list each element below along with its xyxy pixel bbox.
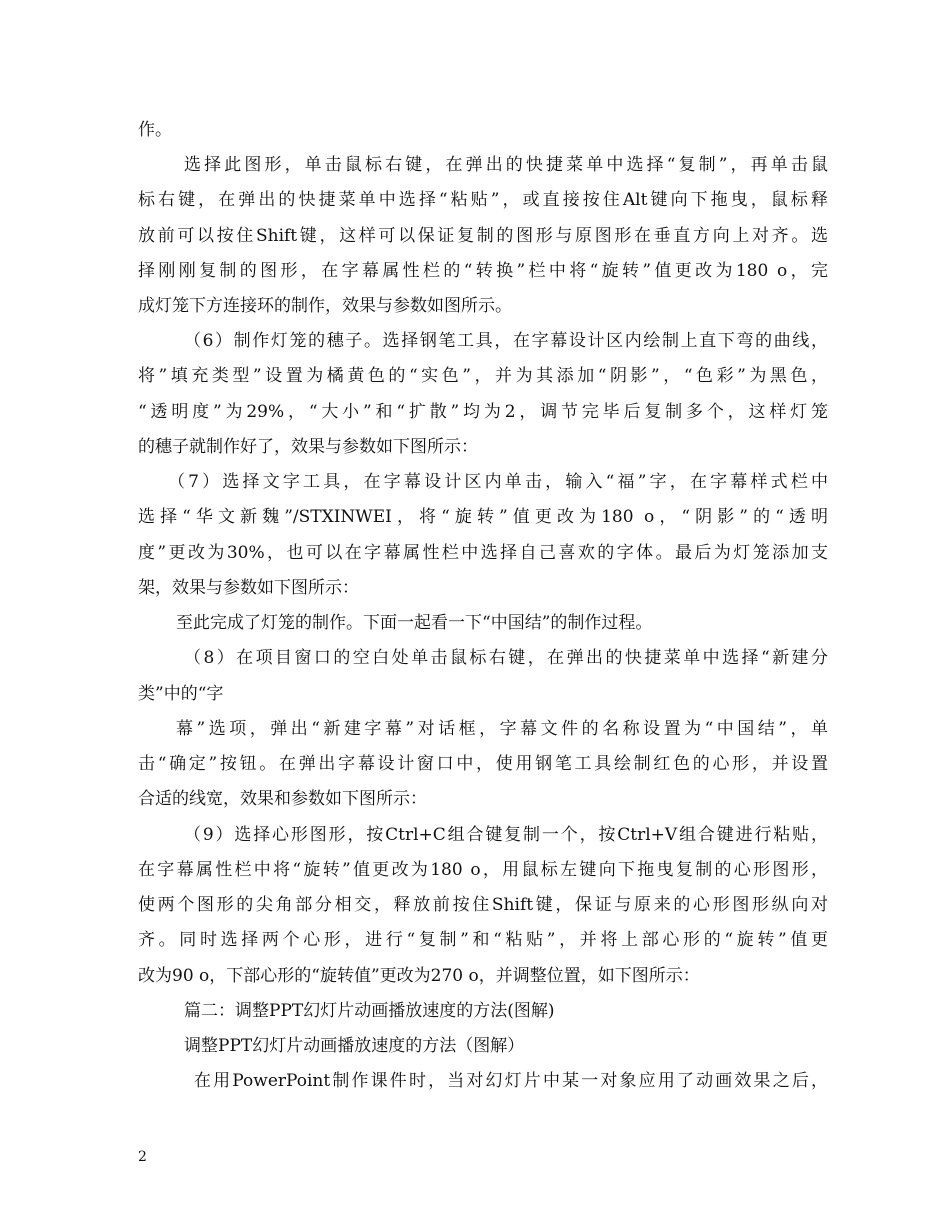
- text-line: （6）制作灯笼的穗子。选择钢笔工具，在字幕设计区内绘制上直下弯的曲线，: [184, 331, 828, 351]
- section-subheading: 调整PPT幻灯片动画播放速度的方法（图解）: [184, 1036, 525, 1056]
- text-line: （7）选择文字工具，在字幕设计区内单击，输入“福”字，在字幕样式栏中: [168, 472, 828, 492]
- text-line: 标右键，在弹出的快捷菜单中选择“粘贴”，或直接按住Alt键向下拖曳，鼠标释: [138, 190, 828, 210]
- text-line: 择刚刚复制的图形，在字幕属性栏的“转换”栏中将“旋转”值更改为180 o，完: [138, 261, 828, 281]
- text-line: 的穗子就制作好了，效果与参数如下图所示：: [138, 437, 478, 457]
- text-line: 在字幕属性栏中将“旋转”值更改为180 o，用鼠标左键向下拖曳复制的心形图形，: [138, 860, 828, 880]
- text-line: 架，效果与参数如下图所示：: [138, 578, 359, 598]
- text-line: 在用PowerPoint制作课件时，当对幻灯片中某一对象应用了动画效果之后，: [194, 1071, 828, 1091]
- section-heading: 篇二：调整PPT幻灯片动画播放速度的方法(图解): [184, 1001, 555, 1021]
- text-line: 齐。同时选择两个心形，进行“复制”和“粘贴”，并将上部心形的“旋转”值更: [138, 930, 828, 950]
- text-line: 至此完成了灯笼的制作。下面一起看一下“中国结”的制作过程。: [176, 613, 653, 633]
- text-line: 幕”选项，弹出“新建字幕”对话框，字幕文件的名称设置为“中国结”，单: [176, 719, 828, 739]
- text-line: 使两个图形的尖角部分相交，释放前按住Shift键，保证与原来的心形图形纵向对: [138, 895, 828, 915]
- text-line: （8）在项目窗口的空白处单击鼠标右键，在弹出的快捷菜单中选择“新建分: [184, 648, 828, 668]
- text-line: 成灯笼下方连接环的制作，效果与参数如图所示。: [138, 296, 512, 316]
- text-line: 击“确定”按钮。在弹出字幕设计窗口中，使用钢笔工具绘制红色的心形，并设置: [138, 754, 828, 774]
- text-line: 度”更改为30%，也可以在字幕属性栏中选择自己喜欢的字体。最后为灯笼添加支: [138, 543, 828, 563]
- text-line: 作。: [138, 120, 172, 140]
- text-line: 将”填充类型”设置为橘黄色的“实色”，并为其添加“阴影”，“色彩”为黑色，: [138, 366, 828, 386]
- text-line: （9）选择心形图形，按Ctrl+C组合键复制一个，按Ctrl+V组合键进行粘贴，: [184, 825, 828, 845]
- text-line: 改为90 o，下部心形的“旋转值”更改为270 o，并调整位置，如下图所示：: [138, 966, 700, 986]
- page-number: 2: [138, 1149, 147, 1165]
- text-line: 类”中的“字: [138, 684, 224, 704]
- text-line: 选择“华文新魏”/STXINWEI，将“旋转”值更改为180 o，“阴影”的“透明: [138, 507, 828, 527]
- text-line: “透明度”为29%，“大小”和“扩散”均为2，调节完毕后复制多个，这样灯笼: [138, 402, 828, 422]
- text-line: 合适的线宽，效果和参数如下图所示：: [138, 789, 427, 809]
- text-line: 选择此图形，单击鼠标右键，在弹出的快捷菜单中选择“复制”，再单击鼠: [184, 155, 828, 175]
- text-line: 放前可以按住Shift键，这样可以保证复制的图形与原图形在垂直方向上对齐。选: [138, 226, 828, 246]
